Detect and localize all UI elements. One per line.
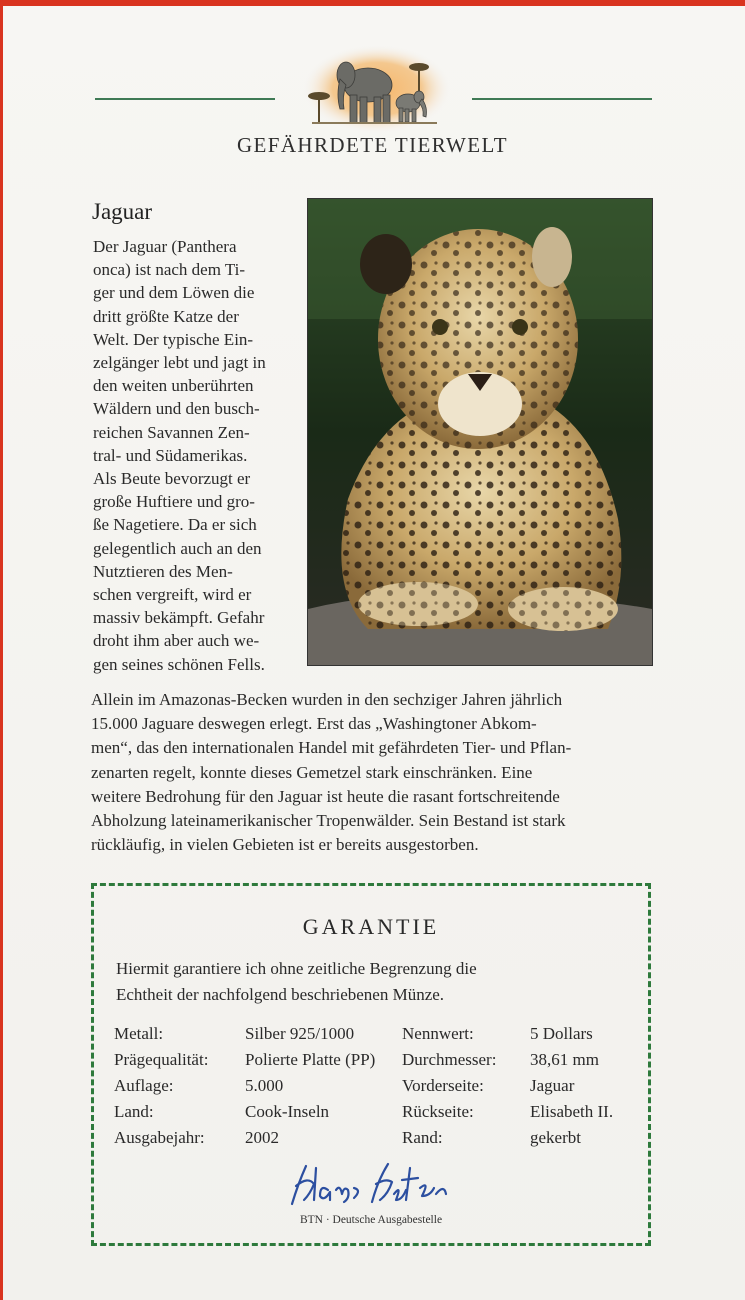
text-line: ger und dem Löwen die [93, 283, 255, 303]
text-line: gen seines schönen Fells. [93, 654, 265, 674]
spec-value-metal: Silber 925/1000 [245, 1024, 355, 1043]
spec-value-country: Cook-Inseln [245, 1102, 330, 1121]
text-line: gelegentlich auch an den [93, 538, 262, 558]
spec-value-quality: Polierte Platte (PP) [245, 1050, 376, 1069]
text-line: Welt. Der typische Ein- [93, 329, 254, 349]
spec-label-diameter: Durchmesser: [402, 1050, 497, 1069]
article-text-column [93, 235, 290, 676]
text-line: men“, das den internationalen Handel mit gefährdeten Tier- und Pflan- [91, 738, 572, 758]
text-line: dritt größte Katze der [93, 306, 239, 326]
text-line: Allein im Amazonas-Becken wurden in den sechziger Jahren jährlich [91, 690, 563, 709]
article-title: Jaguar [92, 199, 153, 224]
text-line: Als Beute bevorzugt er [93, 469, 251, 489]
spec-value-year: 2002 [245, 1128, 279, 1147]
handwritten-signature [284, 1154, 454, 1214]
text-line: onca) ist nach dem Ti- [93, 260, 246, 280]
spec-label-mintage: Auflage: [114, 1076, 174, 1095]
text-line: Hiermit garantiere ich ohne zeitliche Begrenzung die [116, 959, 477, 978]
spec-value-mintage: 5.000 [245, 1076, 284, 1095]
spec-value-obverse: Jaguar [530, 1076, 575, 1095]
guarantee-box [91, 883, 651, 1246]
spec-value-diameter: 38,61 mm [530, 1050, 599, 1069]
jaguar-photo [307, 198, 653, 666]
header-rule-left [95, 98, 275, 100]
spec-value-nennwert: 5 Dollars [530, 1024, 593, 1043]
text-line: weitere Bedrohung für den Jaguar ist heute die rasant fortschreitende [91, 786, 560, 806]
spec-label-nennwert: Nennwert: [402, 1024, 474, 1043]
header-rule-right [472, 98, 652, 100]
spec-value-edge: gekerbt [530, 1128, 581, 1147]
article-text-full [91, 688, 651, 857]
text-line: reichen Savannen Zen- [93, 422, 250, 442]
text-line: den weiten unberührten [93, 376, 254, 396]
spec-label-country: Land: [114, 1102, 154, 1121]
guarantee-title: GARANTIE [302, 914, 440, 939]
elephants-logo [302, 45, 452, 133]
text-line: große Huftiere und gro- [93, 492, 255, 512]
text-line: droht ihm aber auch we- [93, 631, 260, 651]
text-line: zelgänger lebt und jagt in [93, 353, 266, 373]
text-line: tral- und Südamerikas. [93, 445, 248, 465]
spec-label-obverse: Vorderseite: [402, 1076, 484, 1095]
spec-label-reverse: Rückseite: [402, 1102, 474, 1121]
signature-caption: BTN · Deutsche Ausgabestelle [299, 1214, 443, 1226]
text-line: Der Jaguar (Panthera [93, 237, 237, 256]
spec-label-metal: Metall: [114, 1024, 164, 1043]
spec-value-reverse: Elisabeth II. [530, 1102, 614, 1121]
spec-label-quality: Prägequalität: [114, 1050, 209, 1069]
spec-label-edge: Rand: [402, 1128, 443, 1147]
text-line: massiv bekämpft. Gefahr [93, 608, 265, 628]
text-line: zenarten regelt, konnte dieses Gemetzel stark einschränken. Eine [91, 762, 533, 782]
brand-title: GEFÄHRDETE TIERWELT [236, 133, 508, 157]
text-line: Nutztieren des Men- [93, 561, 233, 581]
text-line: Echtheit der nachfolgend beschriebenen Münze. [116, 985, 445, 1004]
text-line: rückläufig, in vielen Gebieten ist er bereits ausgestorben. [91, 835, 479, 855]
spec-label-year: Ausgabejahr: [114, 1128, 205, 1147]
text-line: Abholzung lateinamerikanischer Tropenwälder. Sein Bestand ist stark [91, 811, 566, 831]
text-line: schen vergreift, wird er [93, 585, 252, 605]
text-line: Wäldern und den busch- [93, 399, 260, 419]
text-line: 15.000 Jaguare deswegen erlegt. Erst das „Washingtoner Abkom- [91, 714, 537, 734]
guarantee-text [116, 956, 636, 1008]
text-line: ße Nagetiere. Da er sich [93, 515, 257, 535]
